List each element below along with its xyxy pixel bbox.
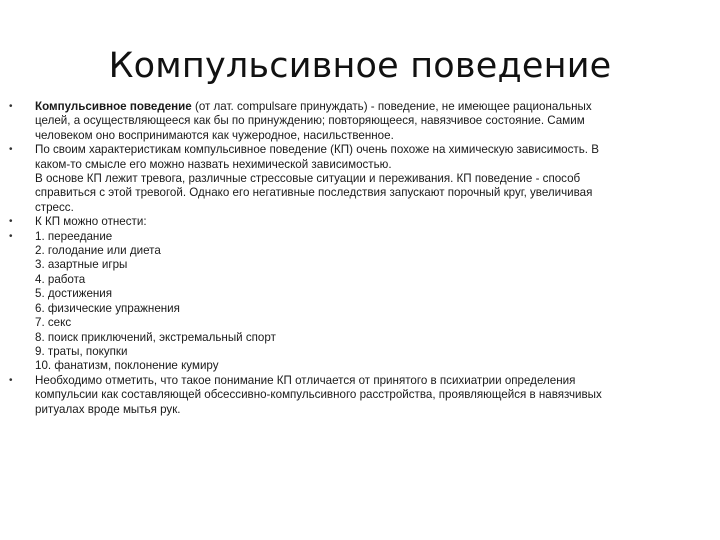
bullet-icon: • (9, 144, 13, 156)
text-line: человеком оно воспринимаются как чужеродное, насильственное. (35, 128, 394, 142)
text-line: целей, а осуществляющееся как бы по принуждению; повторяющееся, навязчивое состояние. Самим (35, 114, 585, 128)
text-line: ритуалах вроде мытья рук. (35, 402, 181, 416)
numbered-item: 7. секс (35, 316, 72, 330)
term-bold: Компульсивное поведение (35, 100, 192, 113)
numbered-item: 3. азартные игры (35, 258, 128, 272)
list-item (0, 374, 720, 417)
text-line: каком-то смысле его можно назвать нехимической зависимостью. (35, 157, 392, 171)
text-line: В основе КП лежит тревога, различные стрессовые ситуации и переживания. КП поведение - способ (35, 172, 581, 186)
bullet-icon: • (9, 230, 13, 242)
slide-title: Компульсивное поведение (108, 46, 612, 86)
text-line (35, 100, 708, 114)
text-line: По своим характеристикам компульсивное поведение (КП) очень похоже на химическую зависимость. В (35, 143, 599, 157)
list-item (0, 230, 720, 374)
bullet-icon: • (9, 374, 13, 386)
definition-text: (от лат. compulsare принуждать) - поведение, не имеющее рациональных (191, 100, 592, 113)
list-item (0, 215, 720, 229)
numbered-item: 2. голодание или диета (35, 244, 161, 258)
numbered-item: 5. достижения (35, 287, 113, 301)
slide-body (0, 100, 720, 417)
text-line: стресс. (35, 200, 74, 214)
text-line: справиться с этой тревогой. Однако его негативные последствия запускают порочный круг, увеличивая (35, 186, 593, 200)
list-item (0, 143, 720, 215)
bullet-icon: • (9, 101, 13, 112)
numbered-item: 8. поиск приключений, экстремальный спорт (35, 330, 276, 344)
text-line: К КП можно отнести: (35, 215, 147, 229)
text-line: компульсии как составляющей обсессивно-компульсивного расстройства, проявляющейся в навязчивых (35, 388, 602, 402)
numbered-item: 10. фанатизм, поклонение кумиру (35, 359, 219, 373)
text-line: Необходимо отметить, что такое понимание КП отличается от принятого в психиатрии определения (35, 373, 576, 387)
numbered-item: 1. переедание (35, 229, 113, 243)
numbered-item: 4. работа (35, 272, 86, 286)
bullet-icon: • (9, 216, 13, 228)
numbered-item: 6. физические упражнения (35, 301, 180, 315)
numbered-item: 9. траты, покупки (35, 344, 128, 358)
list-item (0, 100, 720, 143)
